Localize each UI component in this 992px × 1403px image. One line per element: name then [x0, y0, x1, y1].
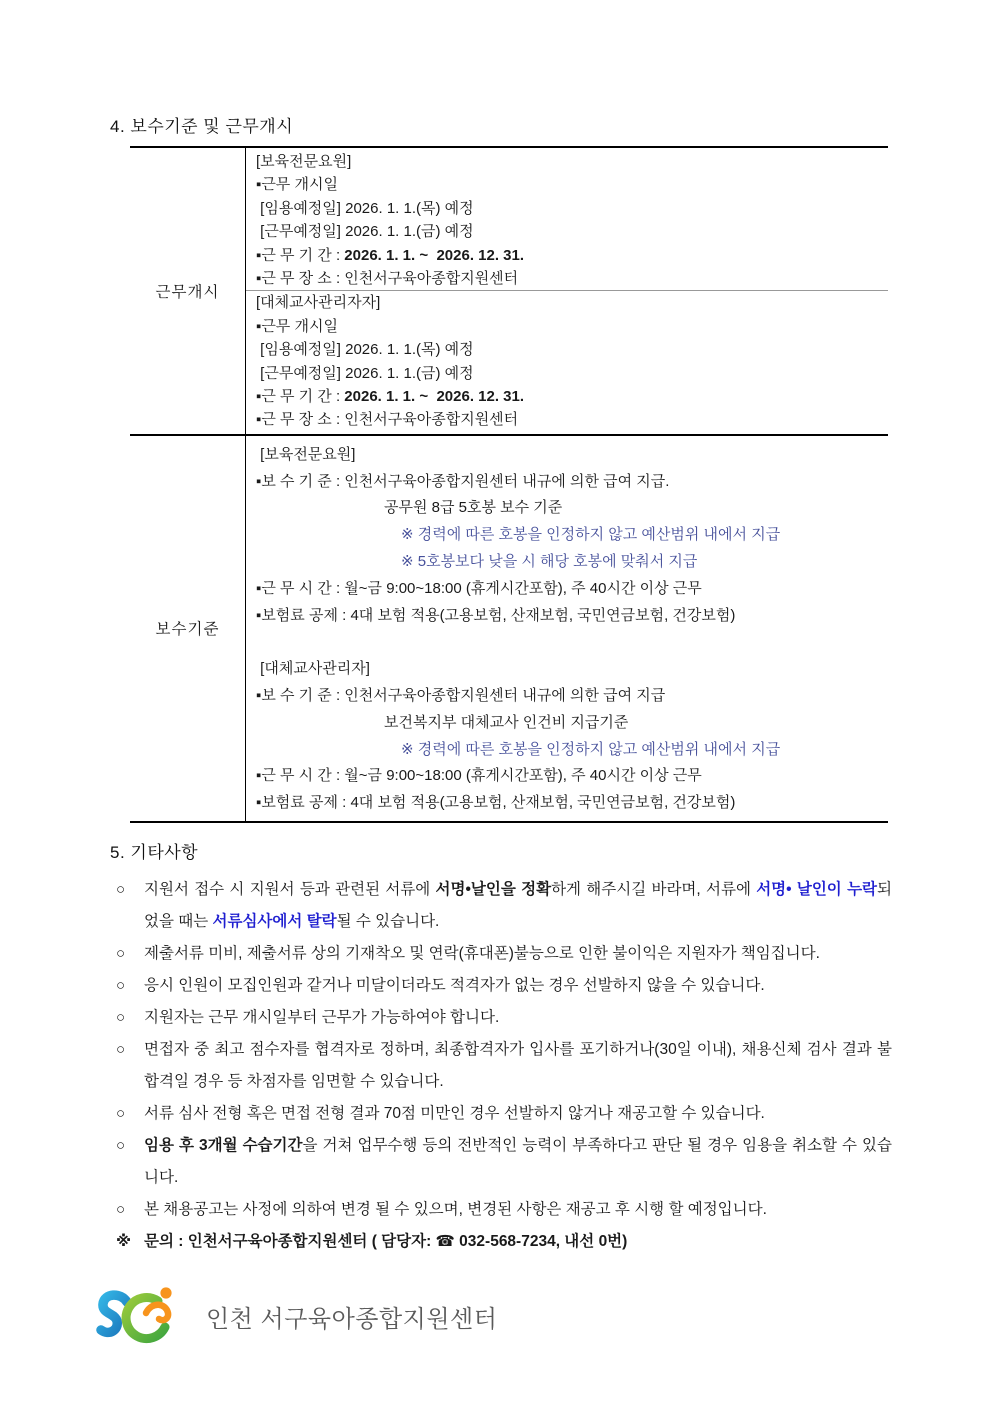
- text-segment: 보건복지부 대체교사 인건비 지급기준: [384, 713, 629, 731]
- note-item: [116, 1034, 892, 1098]
- table-line: [256, 763, 880, 790]
- table-line: [256, 522, 880, 549]
- note-marker: ○: [116, 1105, 126, 1122]
- text-segment: [근무예정일] 2026. 1. 1.(금) 예정: [256, 364, 474, 382]
- note-text: [144, 1002, 892, 1034]
- table-line: [256, 197, 880, 220]
- note-marker: ○: [116, 1041, 126, 1058]
- table-line: [256, 362, 880, 385]
- text-segment: ▪보 수 기 준 : 인천서구육아종합지원센터 내규에 의한 급여 지급: [256, 687, 666, 705]
- org-name: 인천 서구육아종합지원센터: [206, 1305, 498, 1333]
- text-segment: ▪근무 개시일: [256, 176, 338, 194]
- row-content: [246, 148, 888, 434]
- block-title: [대체교사관리자자]: [256, 294, 381, 312]
- text-segment: 응시 인원이 모집인원과 같거나 미달이더라도 적격자가 없는 경우 선발하지 않을 수 있습니다.: [144, 977, 765, 994]
- text-segment: 서류 심사 전형 혹은 면접 전형 결과 70점 미만인 경우 선발하지 않거나 재공고할 수 있습니다.: [144, 1105, 765, 1122]
- note-item: [116, 970, 892, 1002]
- text-segment: ▪보 수 기 준 : 인천서구육아종합지원센터 내규에 의한 급여 지급.: [256, 472, 670, 490]
- row-label: 보수기준: [130, 436, 246, 821]
- text-segment: 서명•날인을 정확: [435, 881, 552, 898]
- text-segment: ▪근 무 기 간 :: [256, 246, 345, 264]
- note-item: [116, 1130, 892, 1194]
- note-item: [116, 874, 892, 938]
- table-line: [256, 549, 880, 576]
- note-marker: ○: [116, 945, 126, 962]
- note-item: [116, 1098, 892, 1130]
- note-text: [144, 970, 892, 1002]
- note-item: [116, 1194, 892, 1226]
- text-segment: 되었을 때는: [144, 881, 892, 930]
- text-segment: 을 거쳐 업무수행 등의 전반적인 능력이 부족하다고 판단 될 경우 임용을 취소할 수 있습니다.: [144, 1137, 892, 1186]
- table-line: [256, 737, 880, 764]
- text-segment: ▪근 무 시 간 : 월~금 9:00~18:00 (휴게시간포함), 주 40시간 이상 근무: [256, 579, 702, 597]
- text-segment: 면접자 중 최고 점수자를 협격자로 정하며, 최종합격자가 입사를 포기하거나(30일 이내), 채용신체 검사 결과 불합격일 경우 등 차점자를 임면할 수 있습니다.: [144, 1041, 892, 1090]
- notes-list: [110, 874, 892, 1258]
- table-line: [256, 683, 880, 710]
- section5-heading: 5. 기타사항: [110, 843, 199, 862]
- text-segment: ▪근 무 기 간 :: [256, 388, 345, 406]
- text-segment: 2026. 1. 1. ~ 2026. 12. 31.: [344, 246, 525, 264]
- note-item: [116, 938, 892, 970]
- text-segment: ▪보험료 공제 : 4대 보험 적용(고용보험, 산재보험, 국민연금보험, 건강보험): [256, 794, 736, 812]
- table-line: [256, 244, 880, 267]
- text-segment: ▪보험료 공제 : 4대 보험 적용(고용보험, 산재보험, 국민연금보험, 건강보험): [256, 606, 736, 624]
- section-compensation: [110, 116, 890, 823]
- table-line: [256, 267, 880, 290]
- table-line: [256, 576, 880, 603]
- table-line: [256, 495, 880, 522]
- table-line: [256, 710, 880, 737]
- text-segment: 2026. 1. 1. ~ 2026. 12. 31.: [344, 388, 525, 406]
- row-label: 근무개시: [130, 148, 246, 434]
- note-marker: ○: [116, 881, 126, 898]
- note-marker: ○: [116, 977, 126, 994]
- content-block: [256, 442, 880, 630]
- note-item: [116, 1226, 892, 1258]
- text-segment: ※ 경력에 따른 호봉을 인정하지 않고 예산범위 내에서 지급: [401, 526, 781, 544]
- note-text: [144, 1034, 892, 1098]
- section-other-notes: [110, 842, 892, 1258]
- text-segment: [임용예정일] 2026. 1. 1.(목) 예정: [256, 199, 474, 217]
- note-marker: ○: [116, 1009, 126, 1026]
- text-segment: [근무예정일] 2026. 1. 1.(금) 예정: [256, 223, 474, 241]
- center-logo-icon: [95, 1284, 193, 1348]
- table-line: [256, 408, 880, 431]
- note-text: [144, 1226, 892, 1258]
- table-line: [256, 469, 880, 496]
- note-text: [144, 1130, 892, 1194]
- text-segment: ▪근 무 장 소 : 인천서구육아종합지원센터: [256, 411, 519, 429]
- text-segment: 공무원 8급 5호봉 보수 기준: [384, 499, 563, 517]
- block-title: [보육전문요원]: [256, 153, 352, 170]
- block-title: [대체교사관리자]: [256, 660, 370, 678]
- footer-logo: [95, 1284, 497, 1348]
- text-segment: 서류심사에서 탈락: [212, 913, 337, 930]
- text-segment: ▪근 무 장 소 : 인천서구육아종합지원센터: [256, 270, 519, 288]
- table-line: [256, 385, 880, 408]
- text-segment: 문의 : 인천서구육아종합지원센터 ( 담당자: ☎ 032-568-7234, 내선 0번): [144, 1233, 628, 1250]
- table-line: [256, 315, 880, 338]
- table-line: [256, 338, 880, 361]
- text-segment: 임용 후 3개월 수습기간: [144, 1137, 303, 1154]
- compensation-table: [130, 146, 888, 823]
- text-segment: 하게 해주시길 바라며, 서류에: [551, 881, 757, 898]
- table-row: [130, 434, 888, 821]
- text-segment: 본 채용공고는 사정에 의하여 변경 될 수 있으며, 변경된 사항은 재공고 후 시행 할 예정입니다.: [144, 1201, 767, 1218]
- note-text: [144, 1098, 892, 1130]
- content-block: [256, 656, 880, 817]
- text-segment: ▪근무 개시일: [256, 317, 338, 335]
- text-segment: ※ 5호봉보다 낮을 시 해당 호봉에 맞춰서 지급: [401, 553, 698, 571]
- note-text: [144, 874, 892, 938]
- section4-heading: 4. 보수기준 및 근무개시: [110, 117, 294, 136]
- note-marker: ○: [116, 1137, 126, 1154]
- text-segment: 지원서 접수 시 지원서 등과 관련된 서류에: [144, 881, 436, 898]
- text-segment: 지원자는 근무 개시일부터 근무가 가능하여야 합니다.: [144, 1009, 500, 1026]
- table-row: [130, 148, 888, 434]
- note-text: [144, 938, 892, 970]
- text-segment: 제출서류 미비, 제출서류 상의 기재착오 및 연락(휴대폰)불능으로 인한 불이익은 지원자가 책임집니다.: [144, 945, 820, 962]
- table-line: [256, 173, 880, 196]
- text-segment: [임용예정일] 2026. 1. 1.(목) 예정: [256, 341, 474, 359]
- note-marker: ※: [116, 1233, 132, 1250]
- table-line: [256, 603, 880, 630]
- content-block: [256, 150, 880, 290]
- table-line: [256, 220, 880, 243]
- note-marker: ○: [116, 1201, 126, 1218]
- table-line: [256, 790, 880, 817]
- row-content: [246, 436, 888, 821]
- text-segment: ※ 경력에 따른 호봉을 인정하지 않고 예산범위 내에서 지급: [401, 740, 781, 758]
- text-segment: 서명• 날인이 누락: [756, 881, 878, 898]
- block-title: [보육전문요원]: [256, 445, 356, 463]
- note-text: [144, 1194, 892, 1226]
- content-block: [256, 291, 880, 431]
- text-segment: 될 수 있습니다.: [336, 913, 440, 930]
- text-segment: ▪근 무 시 간 : 월~금 9:00~18:00 (휴게시간포함), 주 40시간 이상 근무: [256, 767, 702, 785]
- note-item: [116, 1002, 892, 1034]
- block-gap: [256, 629, 880, 656]
